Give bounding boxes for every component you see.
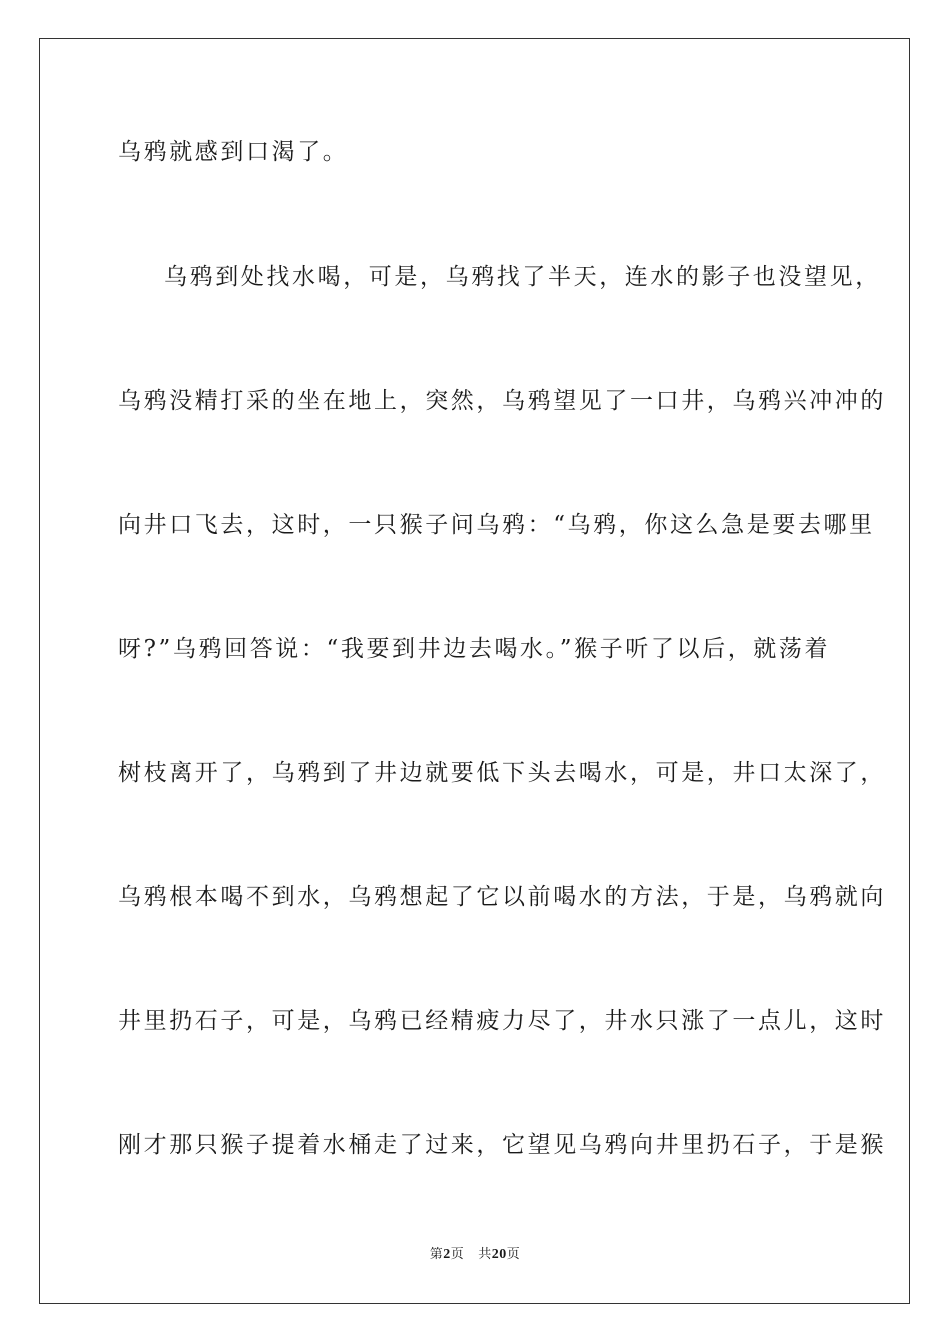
paragraph-line: 刚才那只猴子提着水桶走了过来，它望见乌鸦向井里扔石子，于是猴: [118, 1132, 886, 1158]
paragraph-line: 乌鸦就感到口渴了。: [118, 139, 349, 165]
paragraph-line: 井里扔石子，可是，乌鸦已经精疲力尽了，井水只涨了一点儿，这时: [118, 1008, 886, 1034]
page-footer: [0, 1245, 950, 1265]
paragraph-line: 乌鸦到处找水喝，可是，乌鸦找了半天，连水的影子也没望见，: [164, 264, 881, 290]
total-page-count: 20: [491, 1247, 507, 1262]
paragraph-line: 向井口飞去，这时，一只猴子问乌鸦：“乌鸦，你这么急是要去哪里: [118, 512, 875, 538]
page-suffix: 页: [450, 1247, 465, 1262]
paragraph-line: 树枝离开了，乌鸦到了井边就要低下头去喝水，可是，井口太深了，: [118, 760, 886, 786]
paragraph-line: 乌鸦没精打采的坐在地上，突然，乌鸦望见了一口井，乌鸦兴冲冲的: [118, 388, 886, 414]
current-page-number: 2: [443, 1247, 451, 1262]
page-prefix: 第: [429, 1247, 444, 1262]
paragraph-line: 乌鸦根本喝不到水，乌鸦想起了它以前喝水的方法，于是，乌鸦就向: [118, 884, 886, 910]
total-prefix: 共: [478, 1247, 492, 1262]
page-border: [39, 38, 910, 1304]
total-suffix: 页: [506, 1247, 521, 1262]
paragraph-line: 呀?”乌鸦回答说：“我要到井边去喝水。”猴子听了以后，就荡着: [118, 636, 831, 662]
